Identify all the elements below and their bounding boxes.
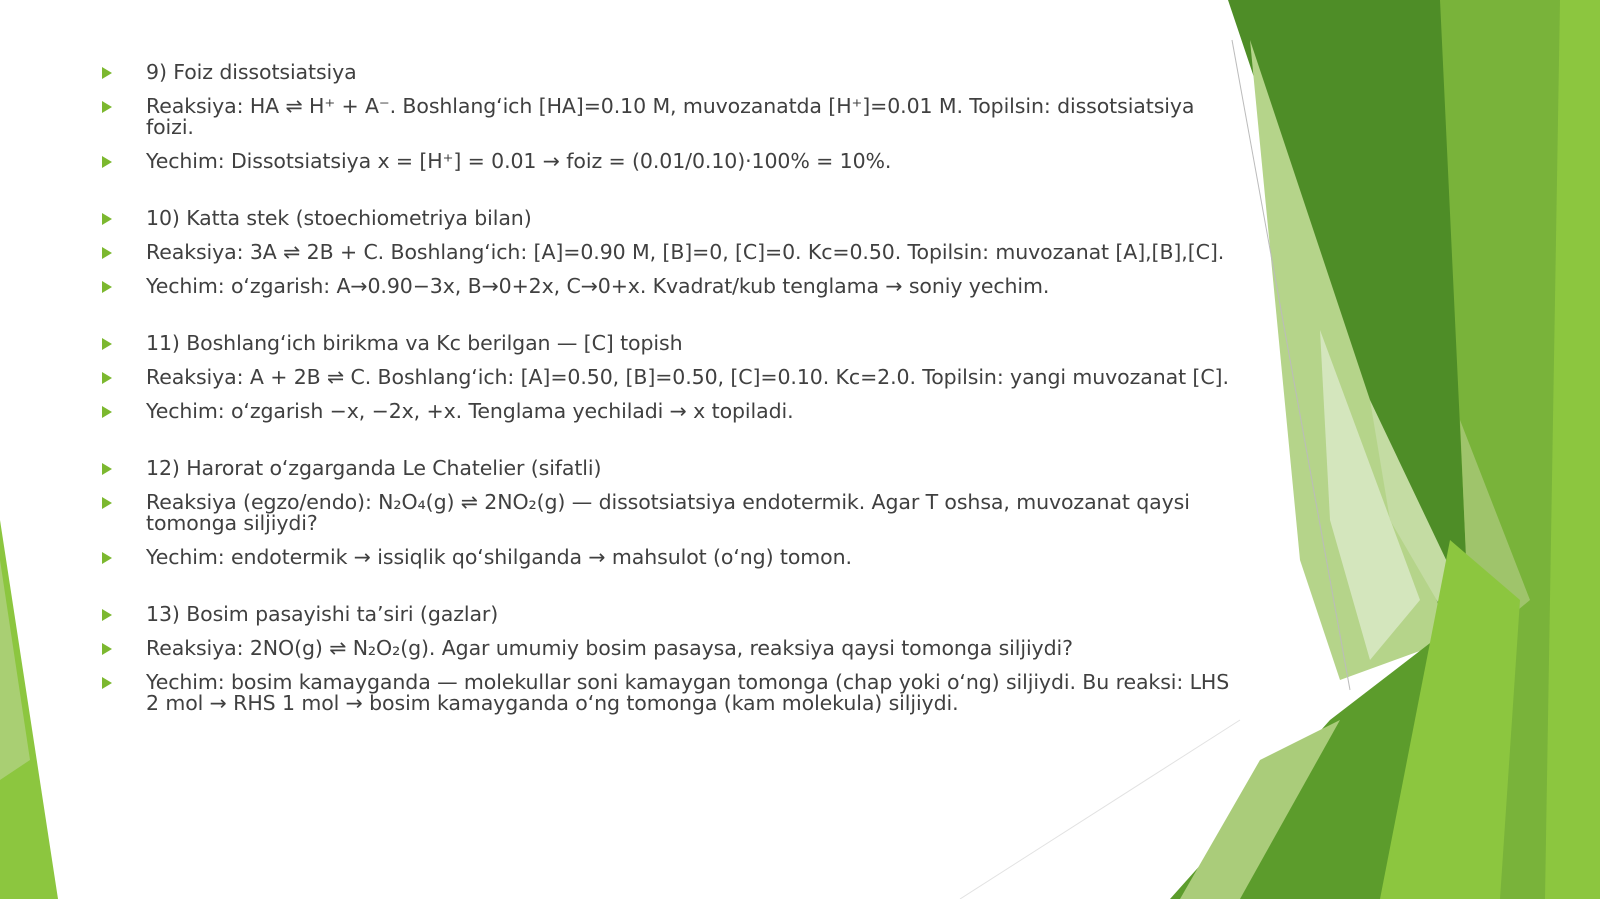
list-item (100, 604, 1230, 625)
item-text: 11) Boshlang‘ich birikma va Kc berilgan — [C] topish (146, 331, 683, 355)
list-item (100, 638, 1230, 659)
bullet-arrow-icon (102, 281, 112, 293)
bullet-list (100, 62, 1230, 750)
list-item (100, 492, 1230, 534)
left-facet-pale (0, 560, 30, 780)
item-text: Reaksiya: 3A ⇌ 2B + C. Boshlang‘ich: [A]=0.90 M, [B]=0, [C]=0. Kc=0.50. Topilsin: muvozanat [A],[B],[C]. (146, 240, 1225, 264)
list-item (100, 242, 1230, 263)
item-text: 10) Katta stek (stoechiometriya bilan) (146, 206, 532, 230)
bullet-arrow-icon (102, 247, 112, 259)
item-text: Yechim: Dissotsiatsiya x = [H⁺] = 0.01 → foiz = (0.01/0.10)·100% = 10%. (146, 149, 892, 173)
list-item (100, 458, 1230, 479)
bullet-arrow-icon (102, 609, 112, 621)
list-item (100, 208, 1230, 229)
list-item (100, 547, 1230, 568)
bullet-arrow-icon (102, 552, 112, 564)
bullet-arrow-icon (102, 156, 112, 168)
problem-13 (100, 604, 1230, 714)
bullet-arrow-icon (102, 497, 112, 509)
item-text: Yechim: o‘zgarish −x, −2x, +x. Tenglama yechiladi → x topiladi. (146, 399, 794, 423)
list-item (100, 96, 1230, 138)
list-item (100, 333, 1230, 354)
problem-10 (100, 208, 1230, 297)
bullet-arrow-icon (102, 406, 112, 418)
bullet-arrow-icon (102, 338, 112, 350)
problem-12 (100, 458, 1230, 568)
bullet-arrow-icon (102, 677, 112, 689)
list-item (100, 151, 1230, 172)
item-text: Yechim: endotermik → issiqlik qo‘shilganda → mahsulot (o‘ng) tomon. (146, 545, 852, 569)
bullet-arrow-icon (102, 213, 112, 225)
item-text: Yechim: bosim kamayganda — molekullar soni kamaygan tomonga (chap yoki o‘ng) siljiydi. Bu reaksi: LHS 2 mol → RHS 1 mol → bosim kamayganda o‘ng tomonga (kam molekula) siljiydi. (146, 670, 1230, 715)
list-item (100, 62, 1230, 83)
list-item (100, 367, 1230, 388)
problem-11 (100, 333, 1230, 422)
list-item (100, 276, 1230, 297)
bullet-arrow-icon (102, 372, 112, 384)
bullet-arrow-icon (102, 67, 112, 79)
item-text: Reaksiya (egzo/endo): N₂O₄(g) ⇌ 2NO₂(g) — dissotsiatsiya endotermik. Agar T oshsa, muvozanat qaysi tomonga siljiydi? (146, 490, 1190, 535)
list-item (100, 401, 1230, 422)
item-text: 12) Harorat o‘zgarganda Le Chatelier (sifatli) (146, 456, 602, 480)
bullet-arrow-icon (102, 101, 112, 113)
item-text: 9) Foiz dissotsiatsiya (146, 60, 357, 84)
problem-9 (100, 62, 1230, 172)
item-text: 13) Bosim pasayishi ta’siri (gazlar) (146, 602, 499, 626)
item-text: Reaksiya: A + 2B ⇌ C. Boshlang‘ich: [A]=0.50, [B]=0.50, [C]=0.10. Kc=2.0. Topilsin: yangi muvozanat [C]. (146, 365, 1229, 389)
list-item (100, 672, 1230, 714)
item-text: Reaksiya: HA ⇌ H⁺ + A⁻. Boshlang‘ich [HA]=0.10 M, muvozanatda [H⁺]=0.01 M. Topilsin: dissotsiatsiya foizi. (146, 94, 1195, 139)
item-text: Reaksiya: 2NO(g) ⇌ N₂O₂(g). Agar umumiy bosim pasaysa, reaksiya qaysi tomonga siljiydi? (146, 636, 1073, 660)
bullet-arrow-icon (102, 463, 112, 475)
item-text: Yechim: o‘zgarish: A→0.90−3x, B→0+2x, C→0+x. Kvadrat/kub tenglama → soniy yechim. (146, 274, 1050, 298)
bullet-arrow-icon (102, 643, 112, 655)
